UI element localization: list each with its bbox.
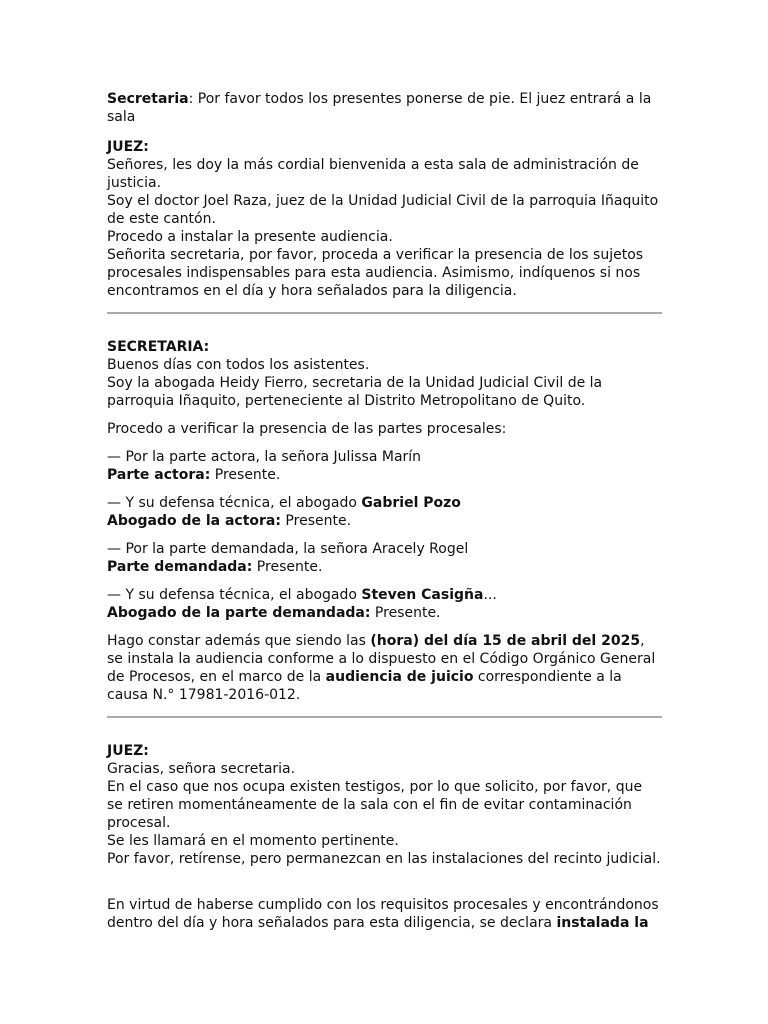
declaration-text: En virtud de haberse cumplido con los requisitos procesales y encontrándonos dentro del día y hora señalados para esta diligencia, se declara bbox=[107, 897, 659, 931]
party-entry bbox=[107, 448, 662, 484]
paragraph: Soy la abogada Heidy Fierro, secretaria de la Unidad Judicial Civil de la parroquia Iñaquito, perteneciente al Distrito Metropolitano de Quito. bbox=[107, 375, 603, 409]
secretary-verification bbox=[107, 338, 662, 704]
party-entry bbox=[107, 494, 662, 530]
paragraph: Se les llamará en el momento pertinente. bbox=[107, 833, 399, 849]
section-divider bbox=[107, 312, 662, 314]
party-name: Gabriel Pozo bbox=[361, 495, 461, 511]
record-date: (hora) del día 15 de abril del 2025 bbox=[370, 633, 641, 649]
speaker-label: JUEZ: bbox=[107, 743, 149, 759]
party-answer: Presente. bbox=[370, 605, 441, 621]
verification-intro: Procedo a verificar la presencia de las partes procesales: bbox=[107, 421, 507, 437]
paragraph: Señores, les doy la más cordial bienvenida a esta sala de administración de justicia. bbox=[107, 157, 639, 191]
party-role: Abogado de la parte demandada: bbox=[107, 605, 371, 621]
party-answer: Presente. bbox=[210, 467, 281, 483]
party-entry bbox=[107, 540, 662, 576]
party-answer: Presente. bbox=[280, 513, 352, 529]
party-role: Parte actora: bbox=[107, 467, 211, 483]
paragraph: Soy el doctor Joel Raza, juez de la Unidad Judicial Civil de la parroquia Iñaquito de este cantón. bbox=[107, 193, 659, 227]
paragraph: Procedo a instalar la presente audiencia. bbox=[107, 229, 393, 245]
record-text: correspondiente a la causa N.° 17981-2016-012. bbox=[107, 669, 622, 703]
party-name: Steven Casigña bbox=[361, 587, 484, 603]
party-role: Abogado de la actora: bbox=[107, 513, 281, 529]
paragraph: Por favor, retírense, pero permanezcan en las instalaciones del recinto judicial. bbox=[107, 851, 661, 867]
speaker-label: Secretaria bbox=[107, 91, 189, 107]
party-role: Parte demandada: bbox=[107, 559, 253, 575]
paragraph: Gracias, señora secretaria. bbox=[107, 761, 296, 777]
party-call-tail: ... bbox=[483, 587, 497, 603]
hearing-record bbox=[107, 632, 662, 704]
party-call: — Y su defensa técnica, el abogado bbox=[107, 495, 362, 511]
party-call: — Y su defensa técnica, el abogado bbox=[107, 587, 362, 603]
section-divider bbox=[107, 716, 662, 718]
paragraph: En el caso que nos ocupa existen testigos, por lo que solicito, por favor, que se retiren momentáneamente de la sala con el fin de evitar contaminación procesal. bbox=[107, 779, 643, 831]
document-body bbox=[107, 90, 662, 932]
announcement-text: : Por favor todos los presentes ponerse de pie. El juez entrará a la sala bbox=[107, 91, 652, 125]
speaker-label: SECRETARIA: bbox=[107, 339, 210, 355]
party-entry bbox=[107, 586, 662, 622]
party-call: — Por la parte demandada, la señora Aracely Rogel bbox=[107, 541, 469, 557]
installation-declaration bbox=[107, 896, 662, 932]
party-call: — Por la parte actora, la señora Julissa Marín bbox=[107, 449, 422, 465]
party-answer: Presente. bbox=[252, 559, 323, 575]
record-text: Hago constar además que siendo las bbox=[107, 633, 371, 649]
record-text: , se instala la audiencia conforme a lo dispuesto en el Código Orgánico General de Procesos, en el marco de la bbox=[107, 633, 656, 685]
paragraph: Señorita secretaria, por favor, proceda a verificar la presencia de los sujetos procesales indispensables para esta audiencia. Asimismo, indíquenos si nos encontramos en el día y hora señalados para la diligencia. bbox=[107, 247, 644, 299]
judge-witness-instructions bbox=[107, 742, 662, 868]
speaker-label: JUEZ: bbox=[107, 139, 149, 155]
declaration-bold: instalada la bbox=[556, 915, 649, 931]
secretary-announcement bbox=[107, 90, 662, 126]
judge-opening bbox=[107, 138, 662, 300]
record-hearing-type: audiencia de juicio bbox=[325, 669, 474, 685]
paragraph: Buenos días con todos los asistentes. bbox=[107, 357, 370, 373]
